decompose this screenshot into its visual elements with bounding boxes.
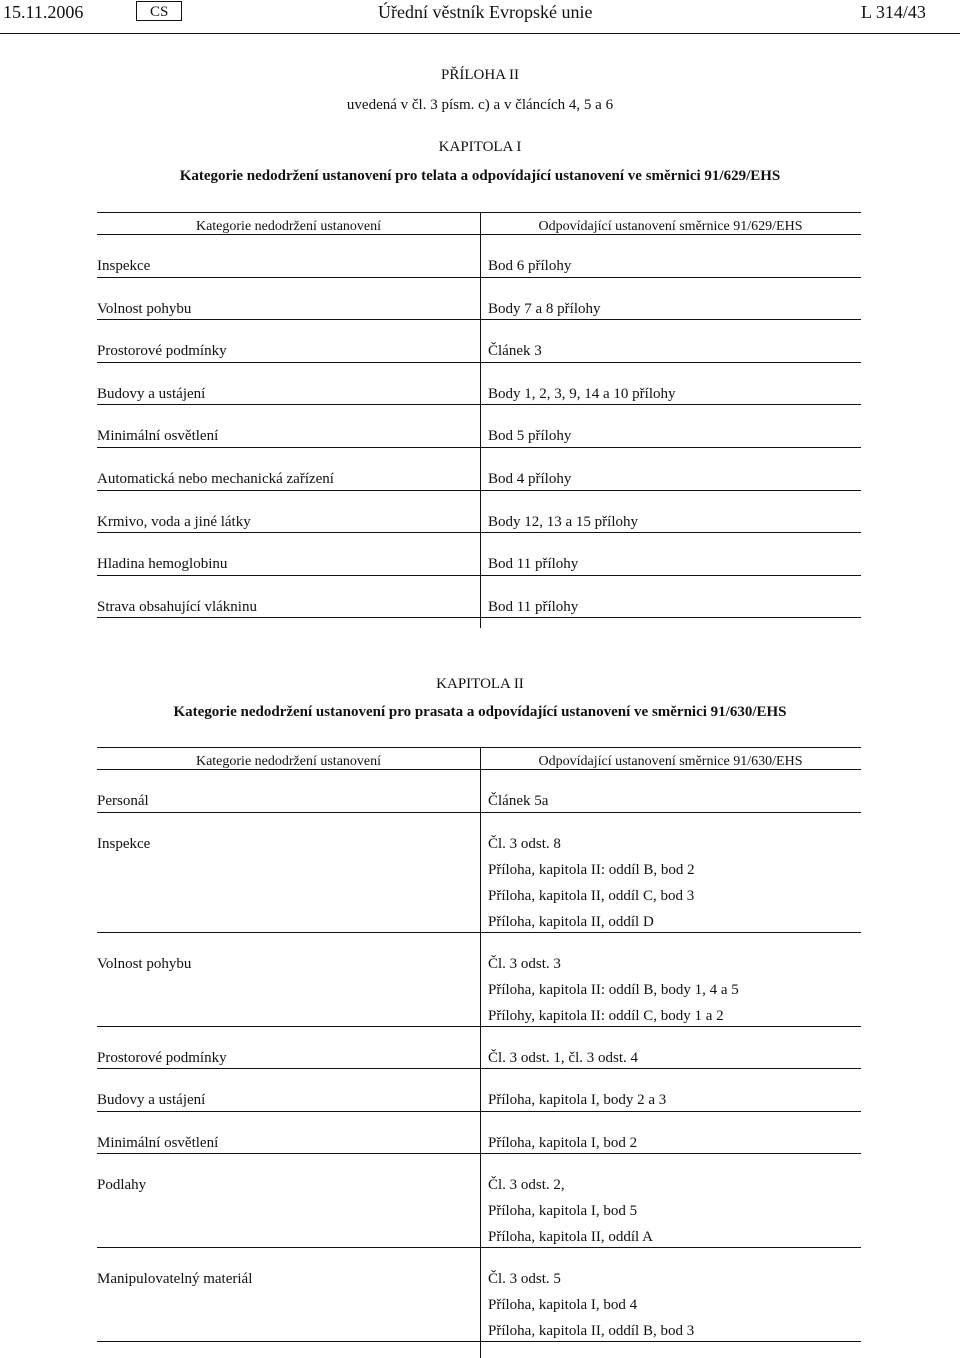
row-provisions: [488, 1130, 637, 1156]
col-header-provision: Odpovídající ustanovení směrnice 91/630/EHS: [538, 754, 803, 769]
row-category: Volnost pohybu: [97, 955, 192, 972]
provision-line: Přílohy, kapitola II: oddíl C, body 1 a 2: [488, 1007, 724, 1024]
language-badge: CS: [136, 1, 182, 21]
col-header-provision: Odpovídající ustanovení směrnice 91/629/EHS: [538, 219, 803, 234]
row-separator: [97, 319, 861, 320]
row-provisions: [488, 1045, 638, 1071]
provision-line: Příloha, kapitola I, bod 5: [488, 1203, 638, 1220]
provision-line: Body 1, 2, 3, 9, 14 a 10 přílohy: [488, 385, 676, 402]
row-separator: [97, 1026, 861, 1027]
row-separator: [97, 532, 861, 533]
row-provisions: [488, 1172, 653, 1250]
row-provisions: [488, 509, 638, 535]
row-category: Personál: [97, 793, 149, 809]
provision-line: Příloha, kapitola I, bod 4: [488, 1297, 638, 1314]
row-provisions: [488, 381, 676, 407]
provision-line: Body 7 a 8 přílohy: [488, 300, 601, 317]
row-category: Podlahy: [97, 1177, 147, 1194]
row-separator: [97, 1341, 861, 1342]
row-category: Minimální osvětlení: [97, 428, 219, 445]
row-provisions: [488, 951, 739, 1029]
row-category: Strava obsahující vlákninu: [97, 598, 257, 615]
provision-line: Čl. 3 odst. 2,: [488, 1177, 565, 1194]
row-provisions: [488, 831, 695, 935]
row-category: Prostorové podmínky: [97, 1049, 227, 1066]
row-separator: [97, 1153, 861, 1154]
row-category: Minimální osvětlení: [97, 1134, 219, 1151]
chapter2-label: KAPITOLA II: [436, 676, 524, 692]
provision-line: Příloha, kapitola II: oddíl B, body 1, 4 a 5: [488, 981, 739, 998]
provision-line: Příloha, kapitola II, oddíl C, bod 3: [488, 887, 695, 904]
page-header: [0, 0, 960, 34]
row-separator: [97, 812, 861, 813]
provision-line: Příloha, kapitola II, oddíl A: [488, 1229, 653, 1246]
provision-line: Článek 3: [488, 343, 542, 360]
row-separator: [97, 575, 861, 576]
provision-line: Příloha, kapitola II, oddíl D: [488, 913, 654, 930]
column-divider: [480, 212, 481, 628]
row-category: Budovy a ustájení: [97, 1092, 206, 1109]
provision-line: Bod 6 přílohy: [488, 258, 572, 274]
row-category: Krmivo, voda a jiné látky: [97, 513, 251, 530]
publication-date: 15.11.2006: [3, 2, 84, 22]
row-provisions: [488, 788, 548, 814]
row-category: Manipulovatelný materiál: [97, 1271, 253, 1288]
chapter1-table: [97, 212, 861, 628]
row-provisions: [488, 1087, 666, 1113]
provision-line: Bod 4 přílohy: [488, 471, 572, 487]
provision-line: Příloha, kapitola I, bod 2: [488, 1134, 638, 1151]
page-number: L 314/43: [861, 2, 926, 22]
row-provisions: [488, 466, 571, 492]
row-separator: [97, 362, 861, 363]
chapter2-heading: Kategorie nedodržení ustanovení pro prasata a odpovídající ustanovení ve směrnici 91/630/EHS: [173, 704, 787, 720]
table-top-rule: [97, 212, 861, 213]
row-category: Hladina hemoglobinu: [97, 556, 228, 573]
row-separator: [97, 490, 861, 491]
provision-line: Body 12, 13 a 15 přílohy: [488, 513, 638, 530]
row-separator: [97, 277, 861, 278]
row-separator: [97, 1111, 861, 1112]
table-top-rule: [97, 747, 861, 748]
chapter1-label: KAPITOLA I: [438, 139, 522, 155]
row-provisions: [488, 594, 578, 620]
header-separator: [97, 234, 861, 235]
col-header-category: Kategorie nedodržení ustanovení: [195, 754, 382, 769]
row-separator: [97, 617, 861, 618]
row-category: Volnost pohybu: [97, 300, 192, 317]
annex-title: PŘÍLOHA II: [441, 67, 519, 83]
header-rule: [0, 33, 960, 34]
provision-line: Příloha, kapitola II, oddíl B, bod 3: [488, 1323, 695, 1340]
provision-line: Článek 5a: [488, 793, 549, 809]
row-separator: [97, 1068, 861, 1069]
provision-line: Čl. 3 odst. 8: [488, 835, 561, 852]
row-separator: [97, 932, 861, 933]
chapter1-heading: Kategorie nedodržení ustanovení pro telata a odpovídající ustanovení ve směrnici 91/629/EHS: [179, 168, 781, 184]
row-category: Inspekce: [97, 258, 151, 274]
row-category: Automatická nebo mechanická zařízení: [97, 471, 334, 487]
annex-reference: uvedená v čl. 3 písm. c) a v článcích 4, 5 a 6: [346, 97, 614, 113]
provision-line: Bod 11 přílohy: [488, 598, 579, 615]
row-category: Budovy a ustájení: [97, 385, 206, 402]
row-provisions: [488, 338, 542, 364]
provision-line: Čl. 3 odst. 3: [488, 955, 561, 972]
row-provisions: [488, 1266, 694, 1344]
provision-line: Příloha, kapitola II: oddíl B, bod 2: [488, 861, 695, 878]
provision-line: Bod 5 přílohy: [488, 428, 572, 445]
row-separator: [97, 447, 861, 448]
row-separator: [97, 1247, 861, 1248]
row-provisions: [488, 296, 601, 322]
row-separator: [97, 404, 861, 405]
provision-line: Čl. 3 odst. 1, čl. 3 odst. 4: [488, 1049, 639, 1066]
col-header-category: Kategorie nedodržení ustanovení: [195, 219, 382, 234]
publication-title: Úřední věstník Evropské unie: [378, 2, 593, 22]
row-provisions: [488, 551, 578, 577]
row-category: Inspekce: [97, 835, 151, 852]
row-provisions: [488, 423, 571, 449]
row-provisions: [488, 253, 571, 279]
row-category: Prostorové podmínky: [97, 343, 227, 360]
chapter2-table: [97, 747, 861, 1358]
header-separator: [97, 769, 861, 770]
provision-line: Čl. 3 odst. 5: [488, 1271, 561, 1288]
column-divider: [480, 747, 481, 1358]
provision-line: Bod 11 přílohy: [488, 556, 579, 573]
provision-line: Příloha, kapitola I, body 2 a 3: [488, 1092, 667, 1109]
